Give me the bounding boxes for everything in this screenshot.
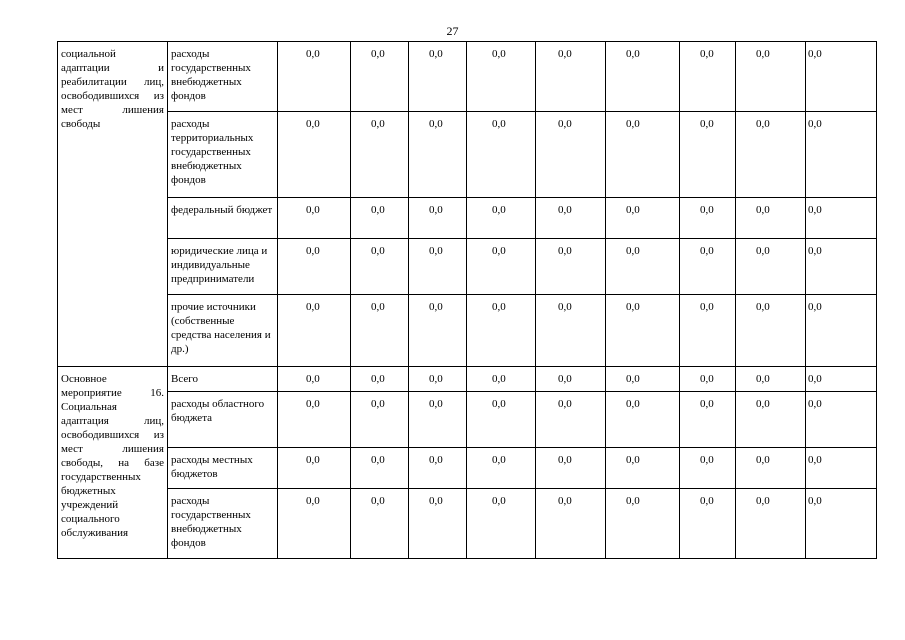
value-cell: 0,0 <box>736 198 806 239</box>
value-cell: 0,0 <box>351 448 409 489</box>
value-cell: 0,0 <box>680 239 736 295</box>
funding-source-cell: юридические лица и индивидуальные предприниматели <box>168 239 278 295</box>
value-cell: 0,0 <box>409 239 467 295</box>
value-cell: 0,0 <box>680 489 736 559</box>
value-cell: 0,0 <box>806 489 877 559</box>
value-cell: 0,0 <box>351 112 409 198</box>
budget-table-body <box>58 42 877 559</box>
value-cell: 0,0 <box>736 367 806 392</box>
value-cell: 0,0 <box>606 295 680 367</box>
value-cell: 0,0 <box>278 392 351 448</box>
value-cell: 0,0 <box>467 367 536 392</box>
value-cell: 0,0 <box>736 112 806 198</box>
value-cell: 0,0 <box>680 112 736 198</box>
value-cell: 0,0 <box>806 367 877 392</box>
value-cell: 0,0 <box>536 42 606 112</box>
value-cell: 0,0 <box>680 198 736 239</box>
value-cell: 0,0 <box>351 198 409 239</box>
value-cell: 0,0 <box>278 112 351 198</box>
table-row <box>58 198 877 239</box>
value-cell: 0,0 <box>351 489 409 559</box>
value-cell: 0,0 <box>536 112 606 198</box>
table-row <box>58 489 877 559</box>
value-cell: 0,0 <box>536 198 606 239</box>
value-cell: 0,0 <box>736 42 806 112</box>
value-cell: 0,0 <box>467 295 536 367</box>
value-cell: 0,0 <box>409 489 467 559</box>
value-cell: 0,0 <box>536 239 606 295</box>
value-cell: 0,0 <box>806 239 877 295</box>
value-cell: 0,0 <box>409 392 467 448</box>
value-cell: 0,0 <box>736 489 806 559</box>
value-cell: 0,0 <box>680 392 736 448</box>
value-cell: 0,0 <box>736 392 806 448</box>
value-cell: 0,0 <box>467 112 536 198</box>
value-cell: 0,0 <box>409 198 467 239</box>
table-row <box>58 112 877 198</box>
value-cell: 0,0 <box>278 198 351 239</box>
value-cell: 0,0 <box>806 42 877 112</box>
table-row <box>58 448 877 489</box>
funding-source-cell: расходы местных бюджетов <box>168 448 278 489</box>
page-number: 27 <box>446 24 459 38</box>
value-cell: 0,0 <box>606 112 680 198</box>
value-cell: 0,0 <box>536 367 606 392</box>
value-cell: 0,0 <box>806 112 877 198</box>
value-cell: 0,0 <box>278 239 351 295</box>
value-cell: 0,0 <box>606 448 680 489</box>
event-name-cell: Основное мероприятие 16. Социальная адаптация лиц, освободившихся из мест лишения свободы, на базе государственных бюджетных учреждений социального обслуживания <box>58 367 168 559</box>
value-cell: 0,0 <box>351 239 409 295</box>
value-cell: 0,0 <box>409 42 467 112</box>
value-cell: 0,0 <box>409 367 467 392</box>
event-name-cell: социальной адаптации и реабилитации лиц, освободившихся из мест лишения свободы <box>58 42 168 367</box>
value-cell: 0,0 <box>680 367 736 392</box>
value-cell: 0,0 <box>467 392 536 448</box>
table-row <box>58 367 877 392</box>
value-cell: 0,0 <box>680 295 736 367</box>
value-cell: 0,0 <box>278 367 351 392</box>
funding-source-cell: расходы государственных внебюджетных фондов <box>168 489 278 559</box>
value-cell: 0,0 <box>467 489 536 559</box>
value-cell: 0,0 <box>736 448 806 489</box>
table-row <box>58 295 877 367</box>
value-cell: 0,0 <box>467 198 536 239</box>
budget-table <box>57 41 877 559</box>
value-cell: 0,0 <box>806 392 877 448</box>
table-row <box>58 239 877 295</box>
value-cell: 0,0 <box>606 42 680 112</box>
funding-source-cell: федеральный бюджет <box>168 198 278 239</box>
value-cell: 0,0 <box>606 239 680 295</box>
value-cell: 0,0 <box>278 295 351 367</box>
value-cell: 0,0 <box>606 367 680 392</box>
value-cell: 0,0 <box>606 392 680 448</box>
value-cell: 0,0 <box>351 42 409 112</box>
value-cell: 0,0 <box>680 448 736 489</box>
value-cell: 0,0 <box>536 448 606 489</box>
value-cell: 0,0 <box>278 448 351 489</box>
value-cell: 0,0 <box>806 448 877 489</box>
value-cell: 0,0 <box>806 295 877 367</box>
funding-source-cell: расходы государственных внебюджетных фондов <box>168 42 278 112</box>
funding-source-cell: прочие источники (собственные средства населения и др.) <box>168 295 278 367</box>
table-row <box>58 42 877 112</box>
value-cell: 0,0 <box>409 448 467 489</box>
value-cell: 0,0 <box>278 42 351 112</box>
value-cell: 0,0 <box>467 42 536 112</box>
funding-source-cell: расходы территориальных государственных внебюджетных фондов <box>168 112 278 198</box>
value-cell: 0,0 <box>536 392 606 448</box>
value-cell: 0,0 <box>736 239 806 295</box>
value-cell: 0,0 <box>278 489 351 559</box>
value-cell: 0,0 <box>536 489 606 559</box>
value-cell: 0,0 <box>680 42 736 112</box>
value-cell: 0,0 <box>351 367 409 392</box>
value-cell: 0,0 <box>351 295 409 367</box>
value-cell: 0,0 <box>736 295 806 367</box>
value-cell: 0,0 <box>606 489 680 559</box>
table-row <box>58 392 877 448</box>
value-cell: 0,0 <box>467 239 536 295</box>
value-cell: 0,0 <box>806 198 877 239</box>
value-cell: 0,0 <box>409 295 467 367</box>
funding-source-cell: расходы областного бюджета <box>168 392 278 448</box>
value-cell: 0,0 <box>409 112 467 198</box>
value-cell: 0,0 <box>536 295 606 367</box>
value-cell: 0,0 <box>351 392 409 448</box>
value-cell: 0,0 <box>606 198 680 239</box>
funding-source-cell: Всего <box>168 367 278 392</box>
value-cell: 0,0 <box>467 448 536 489</box>
